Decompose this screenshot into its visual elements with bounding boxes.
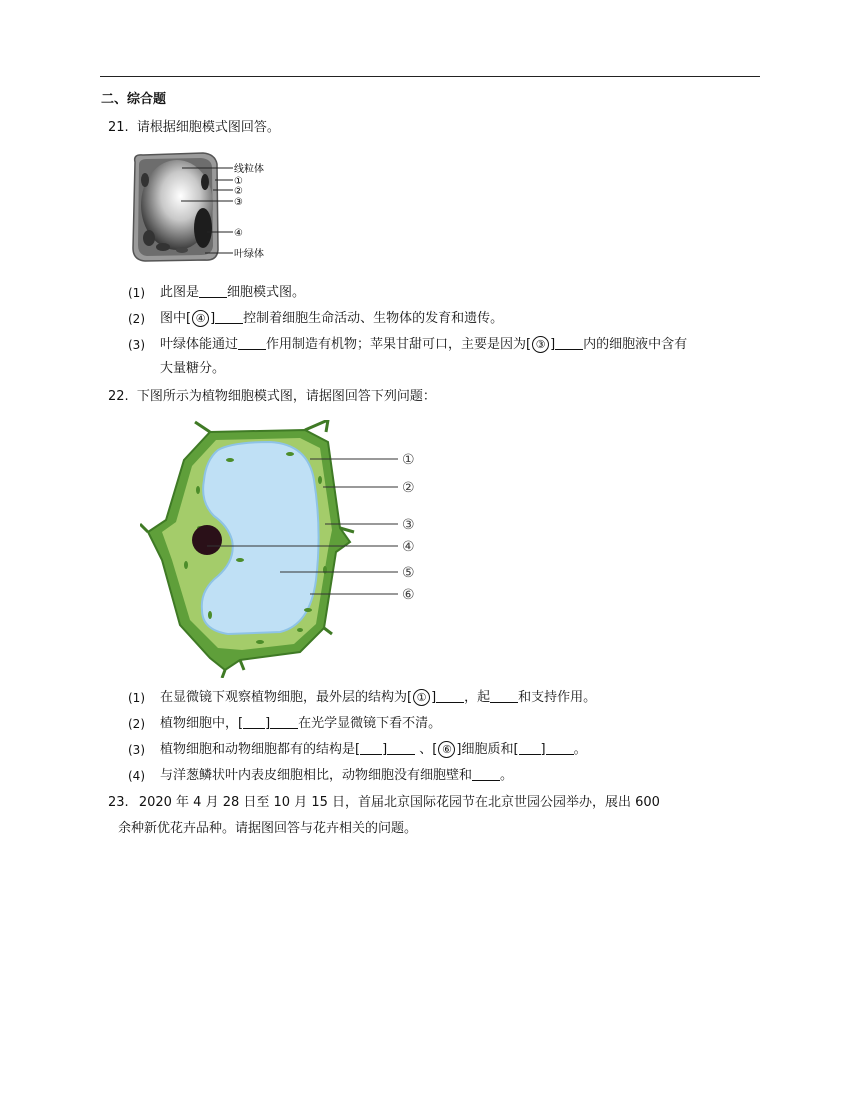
q21-prompt <box>108 118 280 138</box>
label-4: ④ <box>402 539 415 555</box>
label-2: ② <box>402 480 415 496</box>
answer-blank[interactable] <box>472 766 500 781</box>
nucleus <box>192 525 222 555</box>
answer-blank[interactable] <box>270 714 298 729</box>
label-2: ② <box>234 186 243 197</box>
q21-cell-figure <box>125 150 285 265</box>
answer-blank[interactable] <box>490 688 518 703</box>
label-1: ① <box>402 452 415 468</box>
top-rule <box>100 76 760 77</box>
q21-number: 21. <box>108 120 129 135</box>
answer-blank[interactable] <box>546 740 574 755</box>
answer-blank[interactable] <box>387 740 415 755</box>
q23-line1 <box>108 793 768 813</box>
answer-blank[interactable] <box>238 335 266 350</box>
q22-prompt <box>108 387 436 407</box>
q23-text: 2020 年 4 月 28 日至 10 月 15 日，首届北京国际花园节在北京世园公园举办，展出 600 <box>138 795 660 810</box>
q21-sub3-cont: 大量糖分。 <box>160 361 226 376</box>
answer-blank[interactable] <box>436 688 464 703</box>
answer-blank[interactable] <box>555 335 583 350</box>
q23-line2: 余种新优花卉品种。请据图回答与花卉相关的问题。 <box>118 821 418 836</box>
answer-blank[interactable] <box>215 309 243 324</box>
q21-text: 请根据细胞模式图回答。 <box>136 120 280 135</box>
answer-blank[interactable] <box>360 740 382 755</box>
q23-number: 23. <box>108 795 129 810</box>
label-mitochondria: 线粒体 <box>234 164 264 175</box>
label-3: ③ <box>402 517 415 533</box>
label-6: ⑥ <box>402 587 415 603</box>
label-1: ① <box>234 176 243 187</box>
q22-number: 22. <box>108 389 129 404</box>
q22-plant-cell-figure <box>140 420 440 678</box>
nucleus <box>194 208 212 248</box>
answer-blank[interactable] <box>199 283 227 298</box>
label-4: ④ <box>234 228 243 239</box>
q22-text: 下图所示为植物细胞模式图，请据图回答下列问题： <box>136 389 436 404</box>
label-3: ③ <box>234 197 243 208</box>
label-5: ⑤ <box>402 565 415 581</box>
section-title: 二、综合题 <box>101 92 167 107</box>
answer-blank[interactable] <box>519 740 541 755</box>
answer-blank[interactable] <box>243 714 265 729</box>
label-chloroplast: 叶绿体 <box>234 249 264 260</box>
